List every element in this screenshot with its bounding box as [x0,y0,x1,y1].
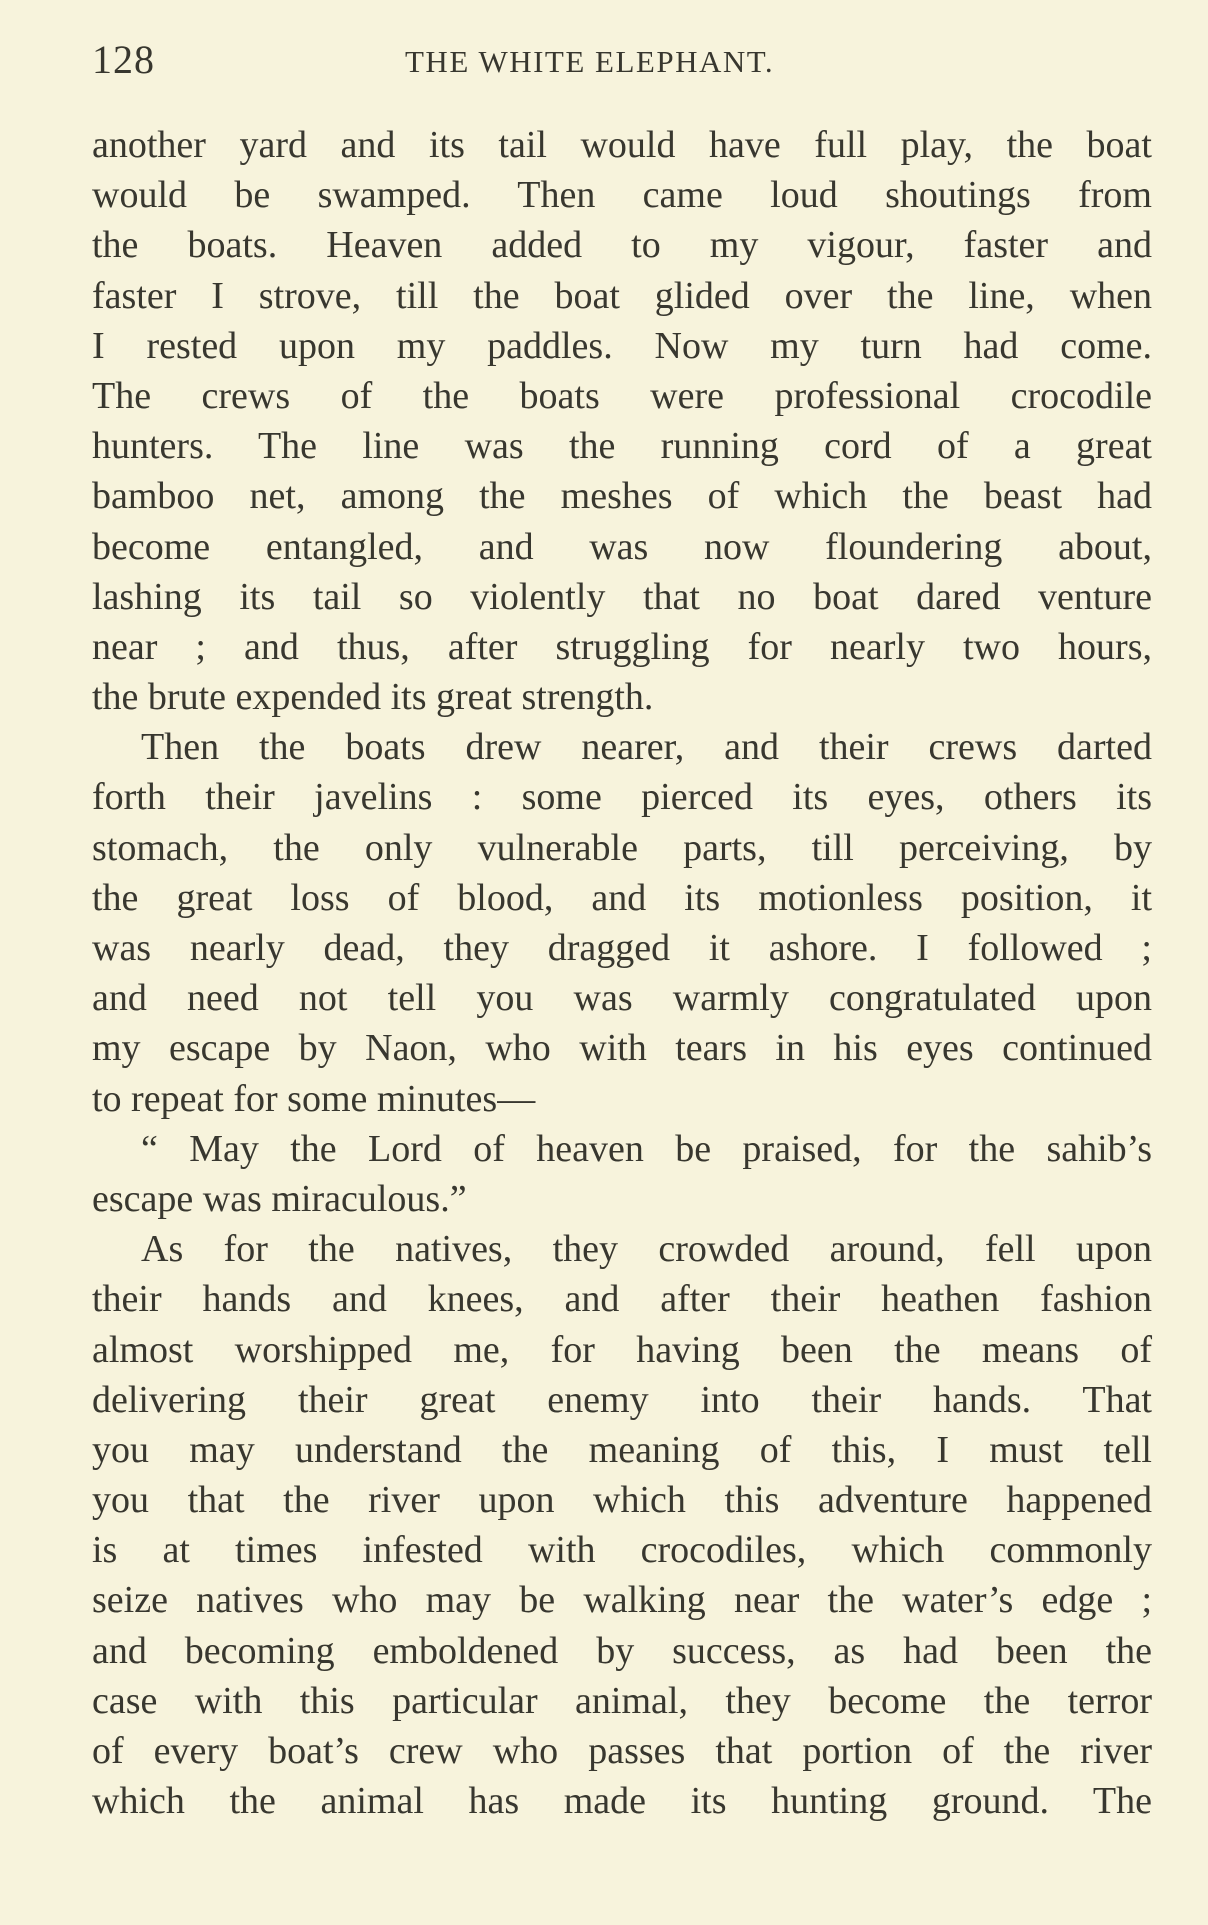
text-line: case with this particular animal, they become the terror [92,1679,1152,1722]
text-line: Then the boats drew nearer, and their crews darted [141,726,1152,769]
text-line: the brute expended its great strength. [92,676,654,719]
text-line: the boats. Heaven added to my vigour, faster and [92,224,1152,267]
text-line: to repeat for some minutes— [92,1077,536,1120]
text-line: and need not tell you was warmly congratulated upon [92,977,1152,1020]
text-line: was nearly dead, they dragged it ashore. I followed ; [92,927,1152,969]
text-line: I rested upon my paddles. Now my turn had come. [92,324,1152,367]
text-line: of every boat’s crew who passes that portion of the river [92,1730,1152,1772]
text-line: forth their javelins : some pierced its eyes, others its [92,776,1152,819]
text-line: As for the natives, they crowded around, fell upon [141,1228,1152,1271]
text-line: seize natives who may be walking near the water’s edge ; [92,1579,1152,1622]
text-line: another yard and its tail would have full play, the boat [92,124,1152,166]
page-body-text [92,120,1152,1826]
text-line: bamboo net, among the meshes of which the beast had [92,475,1152,518]
text-line: near ; and thus, after struggling for nearly two hours, [92,625,1152,668]
text-line: hunters. The line was the running cord of a great [92,425,1152,468]
text-line: The crews of the boats were professional crocodile [92,374,1152,417]
text-line: become entangled, and was now floundering about, [92,525,1152,568]
page-number: 128 [92,37,155,82]
text-line: you that the river upon which this adventure happened [92,1479,1152,1522]
text-line: my escape by Naon, who with tears in his eyes continued [92,1027,1152,1070]
text-line: and becoming emboldened by success, as had been the [92,1629,1152,1672]
text-line: their hands and knees, and after their heathen fashion [92,1278,1152,1321]
text-line: would be swamped. Then came loud shoutings from [92,174,1152,217]
text-line: stomach, the only vulnerable parts, till perceiving, by [92,826,1152,869]
text-line: is at times infested with crocodiles, which commonly [92,1529,1152,1572]
text-line: almost worshipped me, for having been the means of [92,1328,1152,1371]
text-line: lashing its tail so violently that no boat dared venture [92,575,1152,618]
text-line: delivering their great enemy into their hands. That [92,1378,1152,1421]
text-line: faster I strove, till the boat glided over the line, when [92,274,1152,317]
text-line: “ May the Lord of heaven be praised, for the sahib’s [141,1127,1152,1170]
running-title: THE WHITE ELEPHANT. [405,44,775,79]
text-line: you may understand the meaning of this, I must tell [92,1428,1152,1471]
text-line: which the animal has made its hunting ground. The [92,1780,1152,1823]
text-line: the great loss of blood, and its motionless position, it [92,876,1152,919]
text-line: escape was miraculous.” [92,1177,467,1220]
running-header [92,36,1152,86]
